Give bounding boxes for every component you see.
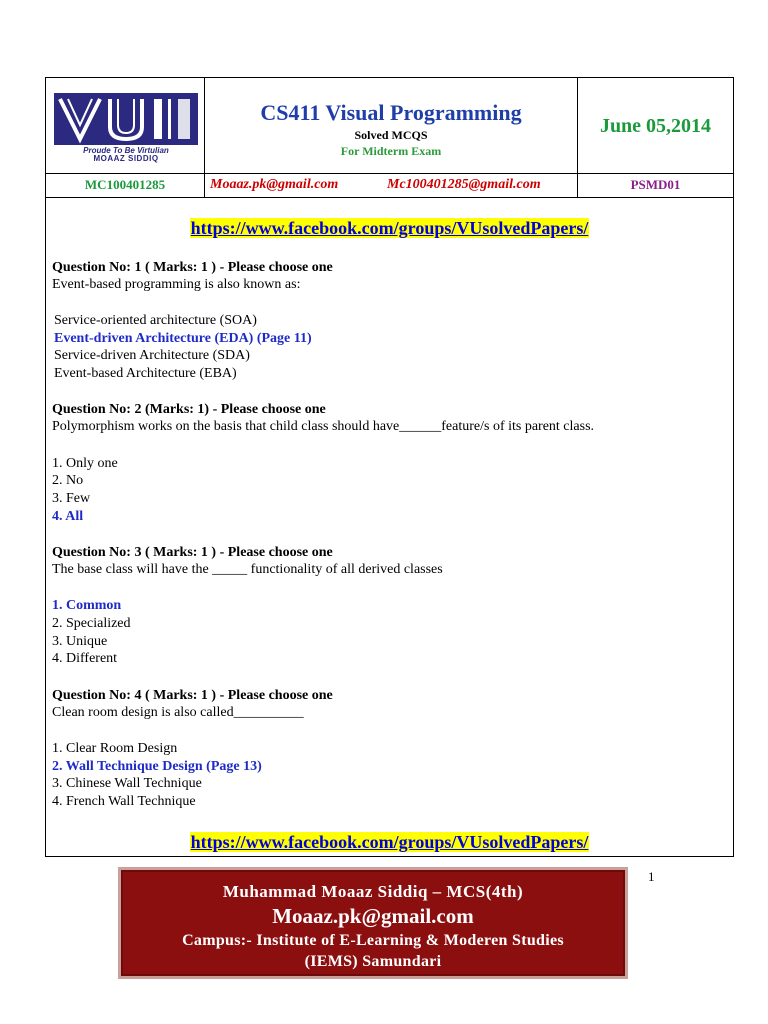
footer-campus: Campus:- Institute of E-Learning & Moderen Studies: [182, 932, 564, 949]
exam-label: For Midterm Exam: [340, 144, 442, 158]
email-secondary[interactable]: Mc100401285@gmail.com: [387, 177, 541, 192]
footer-campus-city: (IEMS) Samundari: [304, 953, 442, 970]
question-2-option-2: 2. No: [52, 473, 84, 488]
logo-tagline: Proude To Be Virtulian: [83, 146, 169, 155]
question-3-option-3: 3. Unique: [52, 634, 108, 649]
question-4-option-3: 3. Chinese Wall Technique: [52, 776, 202, 791]
page-number: 1: [648, 869, 655, 884]
question-2-option-4-correct: 4. All: [52, 509, 84, 524]
facebook-link-bottom: [46, 832, 733, 853]
question-3-option-2: 2. Specialized: [52, 616, 131, 631]
question-1-option-3: Service-driven Architecture (SDA): [54, 348, 250, 363]
email-cell: [205, 174, 578, 198]
logo-name: MOAAZ SIDDIQ: [93, 154, 159, 163]
question-1-option-1: Service-oriented architecture (SOA): [54, 313, 257, 328]
info-row: [46, 174, 733, 198]
question-2-option-1: 1. Only one: [52, 456, 118, 471]
question-2-text: Polymorphism works on the basis that child class should have______feature/s of its parent class.: [52, 419, 595, 434]
author-footer-banner: [118, 867, 628, 979]
question-1-text: Event-based programming is also known as:: [52, 277, 301, 292]
question-3-option-4: 4. Different: [52, 651, 118, 666]
vu-logo-mark-icon: [54, 93, 198, 145]
question-4-text: Clean room design is also called__________: [52, 705, 304, 720]
question-1-option-2-correct: Event-driven Architecture (EDA) (Page 11): [54, 331, 312, 346]
question-3-option-1-correct: 1. Common: [52, 598, 122, 613]
question-4-option-4: 4. French Wall Technique: [52, 794, 196, 809]
question-1-option-4: Event-based Architecture (EBA): [54, 366, 237, 381]
question-4-heading: Question No: 4 ( Marks: 1 ) - Please choose one: [52, 688, 333, 703]
facebook-link-bottom-text[interactable]: https://www.facebook.com/groups/VUsolvedPapers/: [190, 832, 589, 852]
question-4-option-1: 1. Clear Room Design: [52, 741, 178, 756]
student-id: MC100401285: [46, 174, 205, 198]
paper-code: PSMD01: [630, 177, 681, 192]
date-cell: [578, 78, 733, 173]
question-1-heading: Question No: 1 ( Marks: 1 ) - Please choose one: [52, 260, 333, 275]
document-title: CS411 Visual Programming: [260, 100, 522, 125]
document-frame: [45, 77, 734, 857]
email-primary[interactable]: Moaaz.pk@gmail.com: [210, 177, 339, 192]
vu-logo: [54, 93, 198, 163]
question-3-text: The base class will have the _____ functionality of all derived classes: [52, 562, 443, 577]
footer-author-name: Muhammad Moaaz Siddiq – MCS(4th): [222, 882, 524, 901]
header-row: [46, 78, 733, 174]
document-date: June 05,2014: [599, 115, 712, 137]
question-4-option-2-correct: 2. Wall Technique Design (Page 13): [52, 759, 262, 774]
question-3-heading: Question No: 3 ( Marks: 1 ) - Please choose one: [52, 545, 333, 560]
document-subtitle: Solved MCQS: [354, 128, 428, 142]
question-2-heading: Question No: 2 (Marks: 1) - Please choose one: [52, 402, 326, 417]
facebook-link-top: [46, 218, 733, 239]
title-cell: [205, 78, 578, 173]
question-2-option-3: 3. Few: [52, 491, 91, 506]
footer-email: Moaaz.pk@gmail.com: [272, 904, 474, 928]
facebook-link-top-text[interactable]: https://www.facebook.com/groups/VUsolvedPapers/: [190, 218, 589, 238]
logo-cell: [46, 78, 205, 173]
